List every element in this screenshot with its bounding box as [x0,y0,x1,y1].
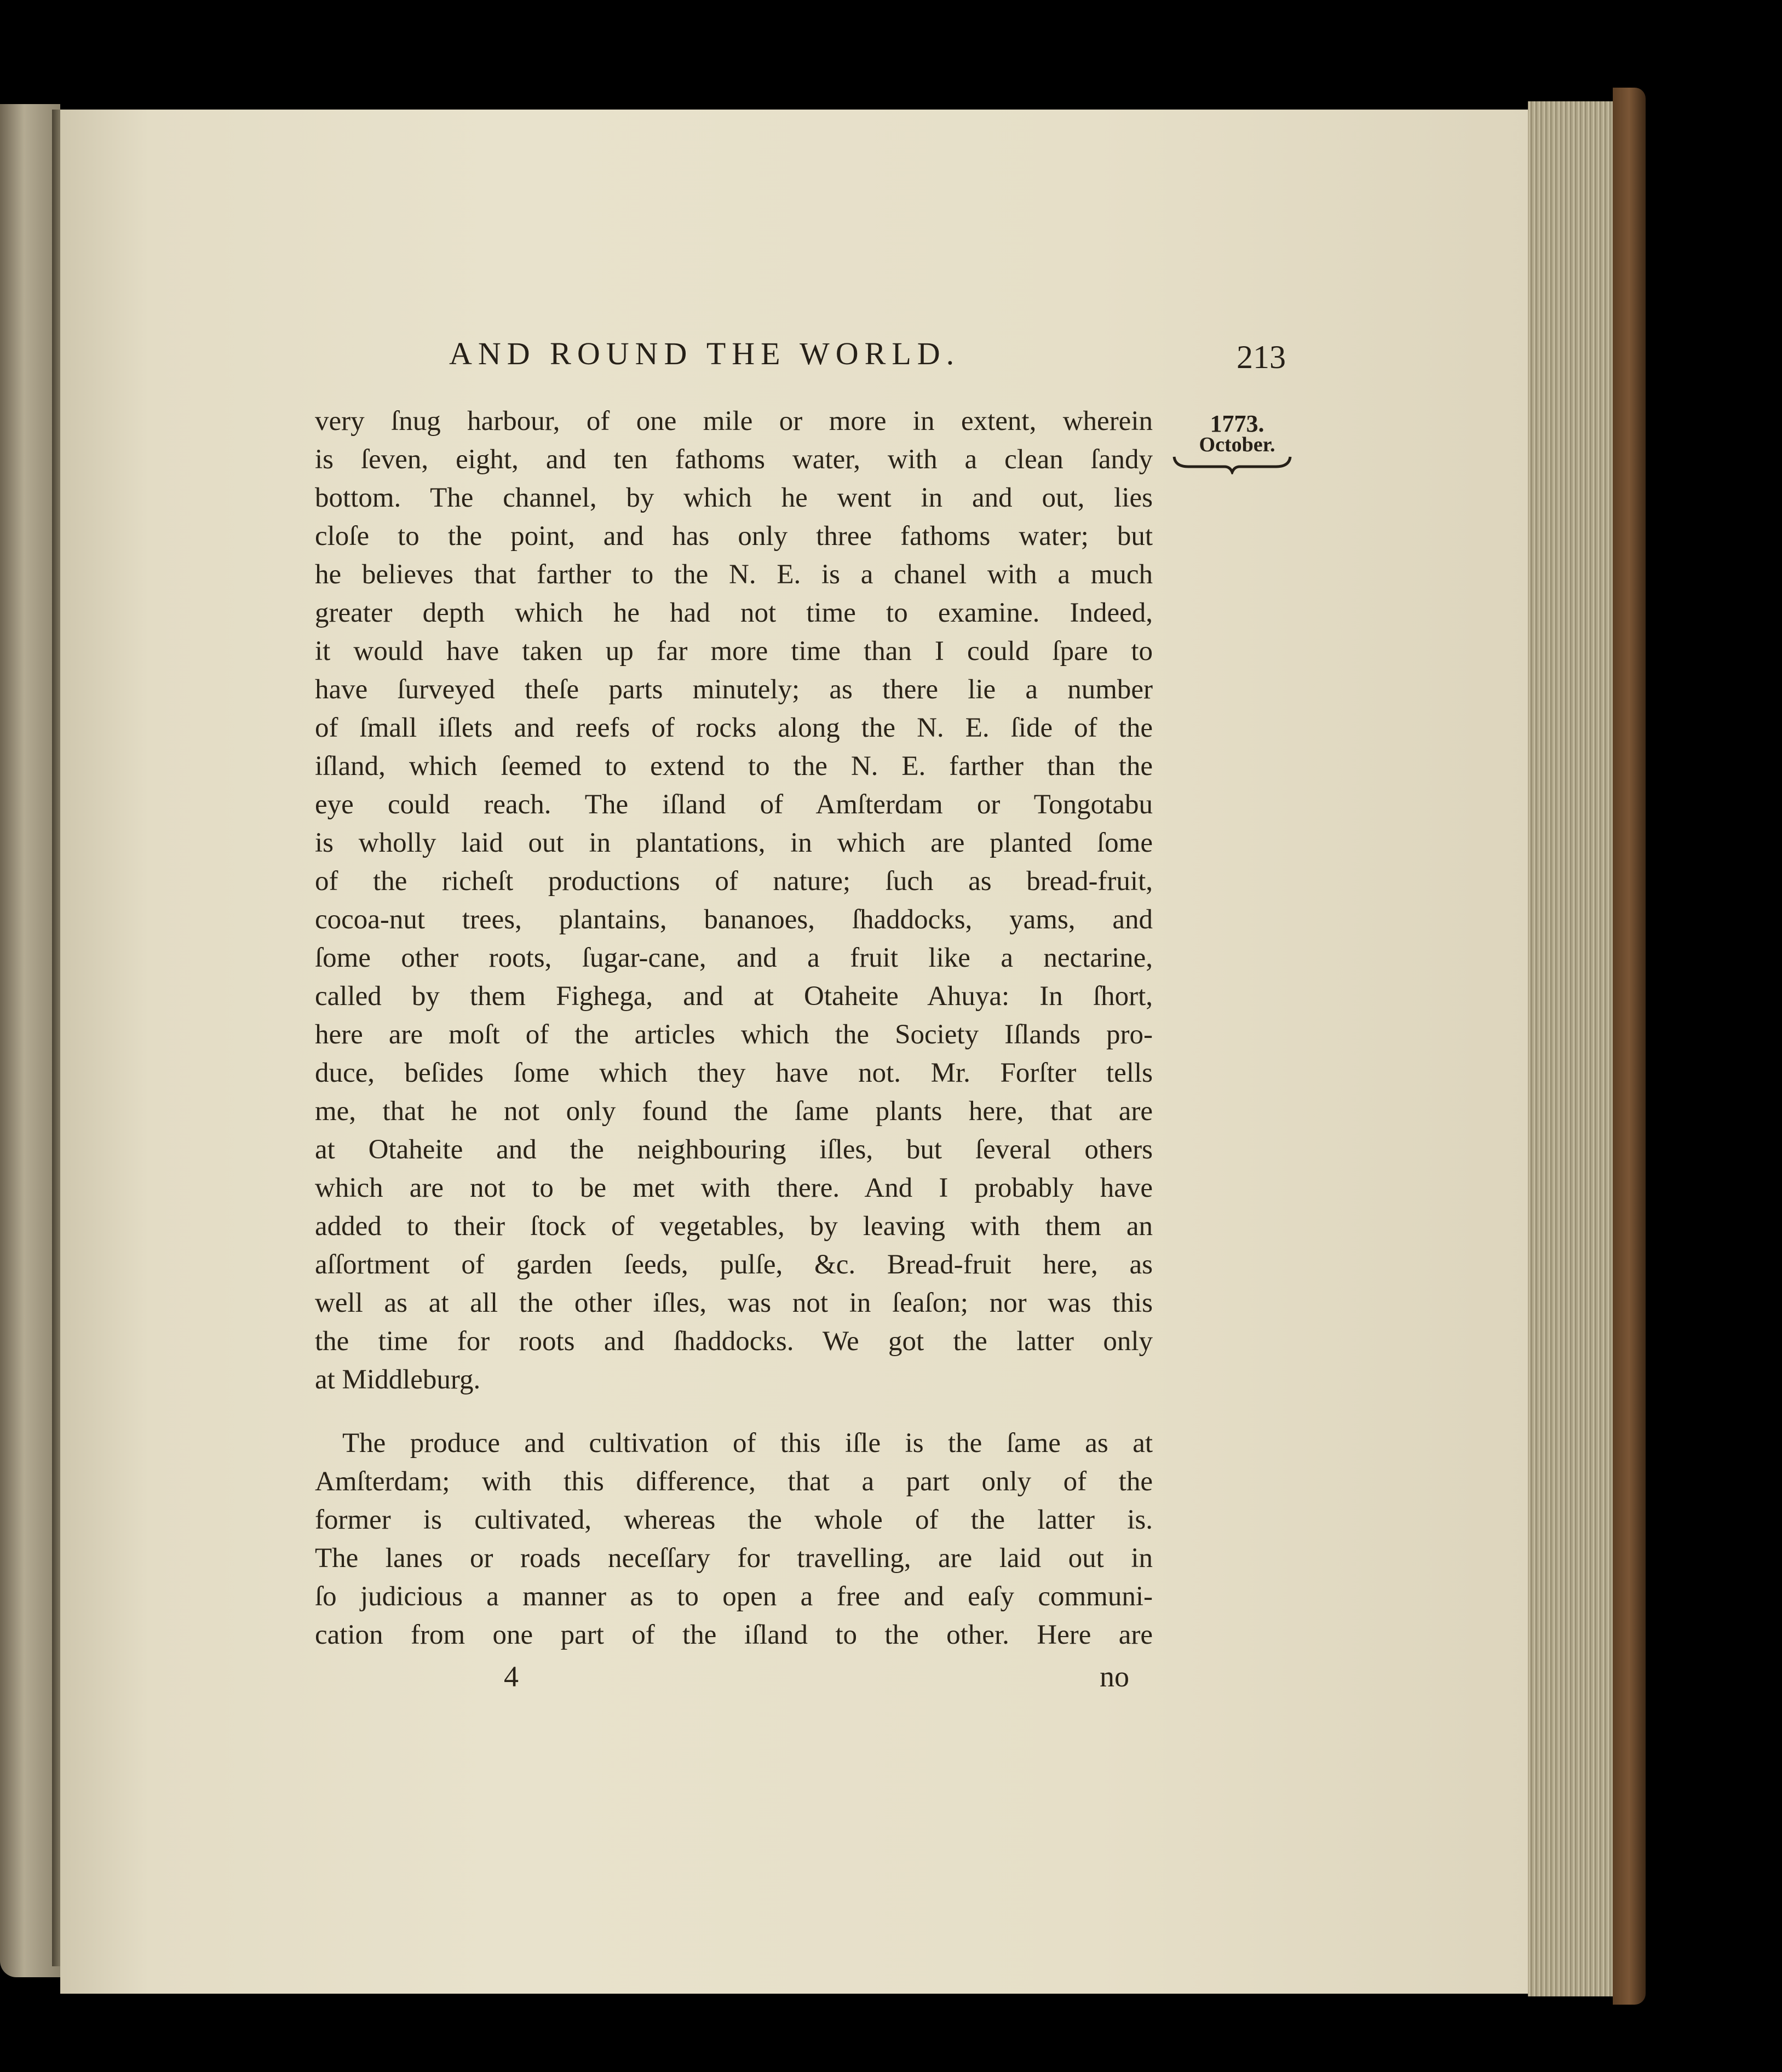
catchword: no [1100,1660,1129,1693]
running-head: AND ROUND THE WORLD. [449,336,961,371]
text-line: of the richeſt productions of nature; ſuch as bread-fruit, [315,866,1153,897]
text-line: greater depth which he had not time to examine. Indeed, [315,598,1153,628]
text-line: of ſmall iſlets and reefs of rocks along the N. E. ſide of the [315,713,1153,743]
text-line: well as at all the other iſles, was not in ſeaſon; nor was this [315,1288,1153,1318]
text-line: ſo judicious a manner as to open a free and eaſy communi- [315,1581,1153,1612]
signature-mark: 4 [504,1660,519,1693]
text-line: The produce and cultivation of this iſle is the ſame as at [342,1428,1153,1459]
text-line: is wholly laid out in plantations, in which are planted ſome [315,828,1153,858]
text-line: aſſortment of garden ſeeds, pulſe, &c. Bread-fruit here, as [315,1249,1153,1280]
text-line: iſland, which ſeemed to extend to the N. E. farther than the [315,751,1153,782]
text-line: cocoa-nut trees, plantains, bananoes, ſhaddocks, yams, and [315,904,1153,935]
text-line: very ſnug harbour, of one mile or more in extent, wherein [315,406,1153,437]
paragraph-2 [315,1424,1153,1654]
text-line: which are not to be met with there. And I probably have [315,1173,1153,1203]
text-line: ſome other roots, ſugar-cane, and a fruit like a nectarine, [315,943,1153,973]
body-text [315,402,1153,1654]
paragraph-gap [315,1399,1153,1424]
text-line: cloſe to the point, and has only three fathoms water; but [315,521,1153,552]
text-line: it would have taken up far more time than I could ſpare to [315,636,1153,667]
text-line: The lanes or roads neceſſary for travelling, are laid out in [315,1543,1153,1574]
text-line: me, that he not only found the ſame plants here, that are [315,1096,1153,1127]
text-line: is ſeven, eight, and ten fathoms water, with a clean ſandy [315,444,1153,475]
text-line: eye could reach. The iſland of Amſterdam or Tongotabu [315,789,1153,820]
text-line: Amſterdam; with this difference, that a part only of the [315,1466,1153,1497]
text-line: have ſurveyed theſe parts minutely; as there lie a number [315,674,1153,705]
marginal-month: October. [1199,433,1275,456]
paragraph-1 [315,402,1153,1399]
text-line: he believes that farther to the N. E. is a chanel with a much [315,559,1153,590]
marginal-year: 1773. [1210,410,1264,437]
brace-icon [1172,455,1292,474]
text-line: added to their ſtock of vegetables, by leaving with them an [315,1211,1153,1242]
page-fore-edge [1528,101,1616,1996]
left-page-edge [0,104,60,1977]
text-line: the time for roots and ſhaddocks. We got the latter only [315,1326,1153,1357]
text-line: at Otaheite and the neighbouring iſles, but ſeveral others [315,1134,1153,1165]
page-number: 213 [1237,339,1286,375]
book-cover-edge [1613,88,1646,2005]
text-line: bottom. The channel, by which he went in and out, lies [315,483,1153,513]
text-line: former is cultivated, whereas the whole of the latter is. [315,1505,1153,1535]
text-line: here are moſt of the articles which the Society Iſlands pro- [315,1019,1153,1050]
text-line: called by them Fighega, and at Otaheite Ahuya: In ſhort, [315,981,1153,1012]
text-line: duce, beſides ſome which they have not. Mr. Forſter tells [315,1058,1153,1088]
text-line: cation from one part of the iſland to the other. Here are [315,1620,1153,1650]
text-line: at Middleburg. [315,1364,481,1395]
